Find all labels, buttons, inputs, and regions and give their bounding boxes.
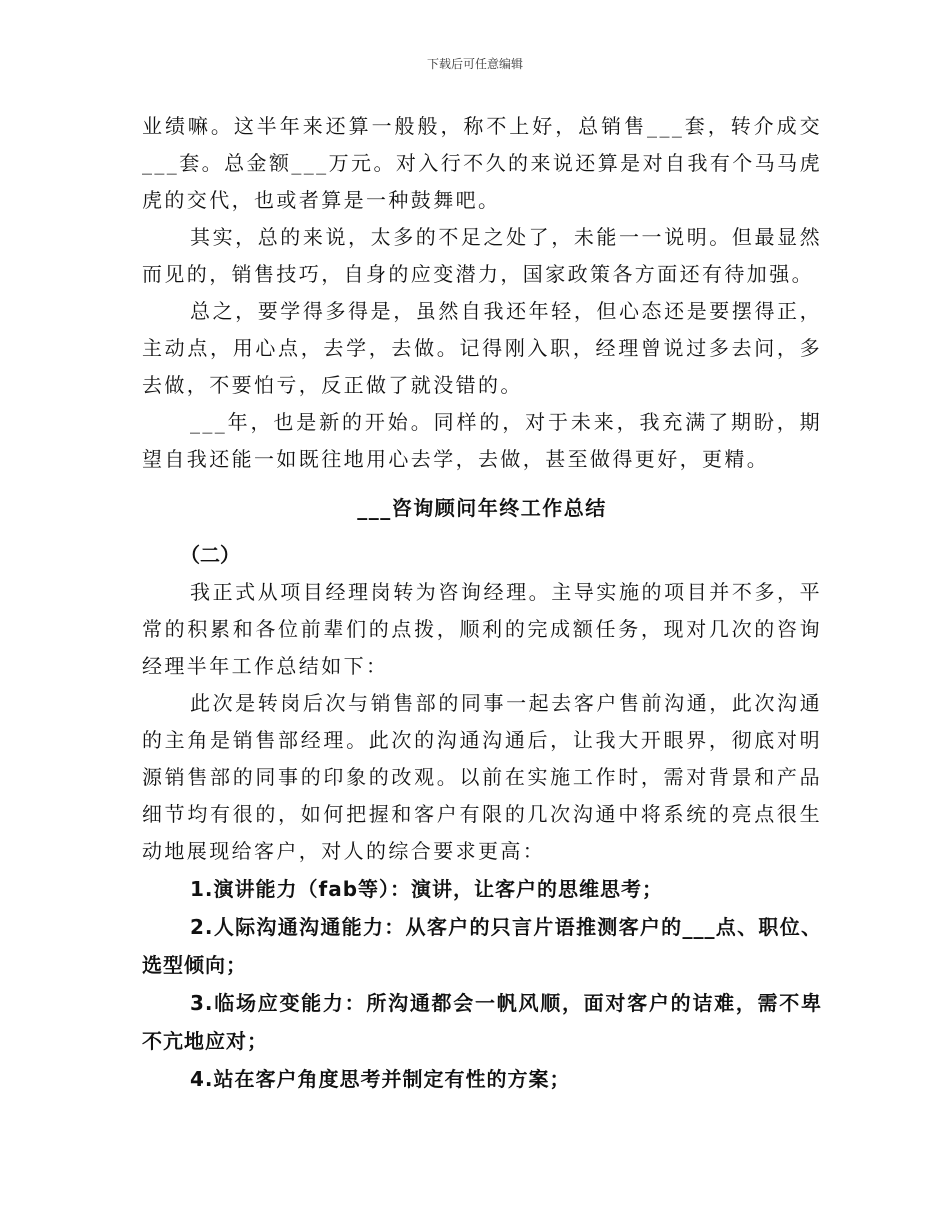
list-item: 2.人际沟通沟通能力：从客户的只言片语推测客户的___点、职位、选型倾向； [142, 915, 822, 977]
page-header-note: 下载后可任意编辑 [426, 57, 523, 71]
paragraph-shortcomings: 其实，总的来说，太多的不足之处了，未能一一说明。但最显然而见的，销售技巧，自身的应变潜力，国家政策各方面还有待加强。 [142, 225, 822, 286]
paragraph-future: ___年，也是新的开始。同样的，对于未来，我充满了期盼，期望自我还能一如既往地用心去学，去做，甚至做得更好，更精。 [142, 410, 822, 471]
paragraph-role-change: 我正式从项目经理岗转为咨询经理。主导实施的项目并不多，平常的积累和各位前辈们的点拨，顺利的完成额任务，现对几次的咨询经理半年工作总结如下： [142, 580, 822, 678]
paragraph-attitude: 总之，要学得多得是，虽然自我还年轻，但心态还是要摆得正，主动点，用心点，去学，去做。记得刚入职，经理曾说过多去问，多去做，不要怕亏，反正做了就没错的。 [142, 299, 822, 397]
list-item: 4.站在客户角度思考并制定有性的方案； [190, 1067, 571, 1091]
document-body [142, 108, 822, 1098]
list-item: 3.临场应变能力：所沟通都会一帆风顺，面对客户的诘难，需不卑不亢地应对； [142, 991, 822, 1053]
section-subtitle: （二） [180, 543, 240, 567]
paragraph-presales: 此次是转岗后次与销售部的同事一起去客户售前沟通，此次沟通的主角是销售部经理。此次的沟通沟通后，让我大开眼界，彻底对明源销售部的同事的印象的改观。以前在实施工作时，需对背景和产品细节均有很的，如何把握和客户有限的几次沟通中将系统的亮点很生动地展现给客户，对人的综合要求更高： [142, 691, 822, 863]
paragraph-achievements: 业绩嘛。这半年来还算一般般，称不上好，总销售___套，转介成交___套。总金额___万元。对入行不久的来说还算是对自我有个马马虎虎的交代，也或者算是一种鼓舞吧。 [142, 114, 822, 212]
list-item: 1.演讲能力（fab等）：演讲，让客户的思维思考； [190, 877, 664, 901]
section-title: ___咨询顾问年终工作总结 [357, 496, 607, 520]
